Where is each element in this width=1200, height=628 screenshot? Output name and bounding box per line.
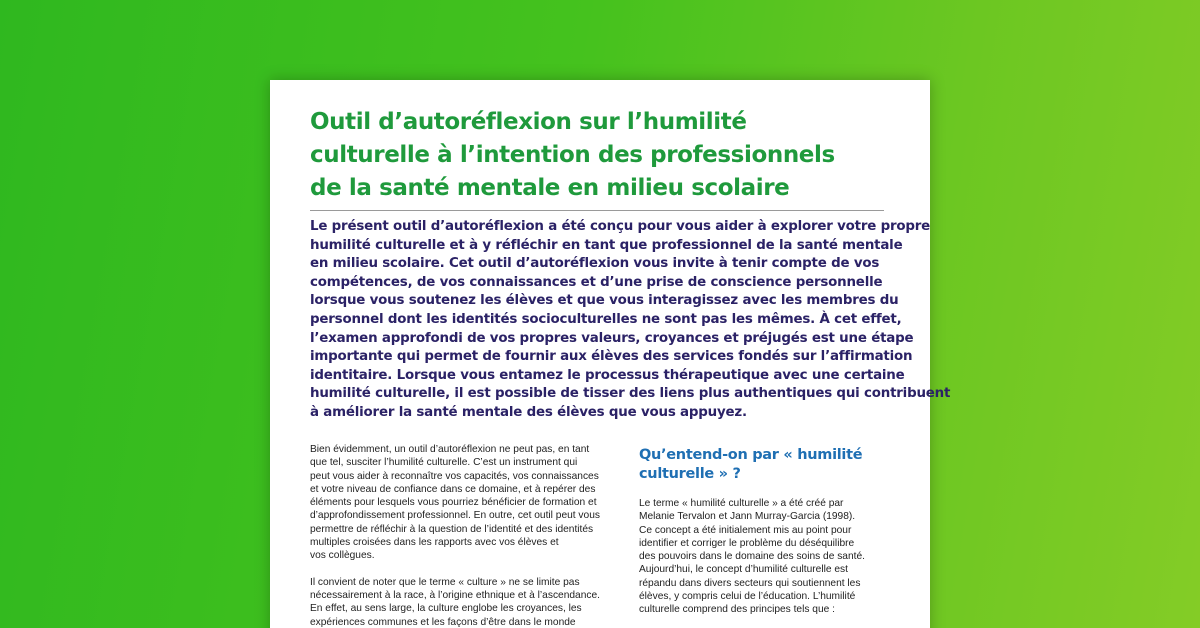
heading-line: culturelle » ? — [639, 466, 741, 482]
body-line: élèves, y compris celui de l’éducation. L’humilité — [639, 591, 856, 603]
left-paragraph-2 — [310, 576, 610, 628]
body-line: nécessairement à la race, à l’origine ethnique et à l’ascendance. — [310, 589, 600, 601]
body-line: Il convient de noter que le terme « culture » ne se limite pas — [310, 576, 580, 588]
body-line: Aujourd’hui, le concept d’humilité culturelle est — [639, 564, 848, 576]
title-divider — [310, 210, 884, 211]
left-column — [310, 443, 610, 628]
body-line: multiples croisées dans les rapports avec vos élèves et — [310, 537, 559, 549]
title-line: Outil d’autoréflexion sur l’humilité — [310, 109, 747, 135]
intro-line: personnel dont les identités socioculturelles ne sont pas les mêmes. À cet effet, — [310, 311, 902, 327]
intro-line: en milieu scolaire. Cet outil d’autoréflexion vous invite à tenir compte de vos — [310, 256, 880, 272]
body-line: éléments pour lesquels vous pourriez bénéficier de formation et — [310, 497, 597, 509]
body-line: En effet, au sens large, la culture englobe les croyances, les — [310, 603, 582, 615]
body-line: que tel, susciter l’humilité culturelle. C’est un instrument qui — [310, 457, 578, 469]
intro-paragraph — [310, 218, 951, 423]
body-line: permettre de réfléchir à la question de l’identité et des identités — [310, 523, 594, 535]
body-line: et votre niveau de confiance dans ce domaine, et à repérer des — [310, 483, 596, 495]
intro-line: humilité culturelle, il est possible de tisser des liens plus authentiques qui contribuent — [310, 386, 951, 402]
body-line: expériences communes et les façons d’être dans le monde — [310, 616, 576, 628]
body-line: Bien évidemment, un outil d’autoréflexion ne peut pas, en tant — [310, 444, 590, 455]
intro-line: importante qui permet de fournir aux élèves des services fondés sur l’affirmation — [310, 349, 913, 365]
intro-line: humilité culturelle et à y réfléchir en tant que professionnel de la santé mentale — [310, 237, 903, 253]
left-paragraph-1 — [310, 443, 610, 563]
body-line: culturelle comprend des principes tels que : — [639, 604, 835, 616]
title-line: culturelle à l’intention des professionnels — [310, 142, 835, 168]
intro-line: Le présent outil d’autoréflexion a été conçu pour vous aider à explorer votre propre — [310, 219, 931, 234]
intro-line: lorsque vous soutenez les élèves et que vous interagissez avec les membres du — [310, 293, 899, 309]
body-line: Melanie Tervalon et Jann Murray-Garcia (1998). — [639, 511, 856, 523]
section-heading — [639, 446, 899, 484]
body-line: Le terme « humilité culturelle » a été créé par — [639, 498, 844, 509]
intro-line: identitaire. Lorsque vous entamez le processus thérapeutique avec une certaine — [310, 367, 905, 383]
body-line: identifier et corriger le problème du déséquilibre — [639, 537, 855, 549]
intro-line: l’examen approfondi de vos propres valeurs, croyances et préjugés est une étape — [310, 330, 914, 346]
intro-line: à améliorer la santé mentale des élèves que vous appuyez. — [310, 404, 747, 420]
body-line: d’approfondissement professionnel. En outre, cet outil peut vous — [310, 510, 600, 522]
body-line: vos collègues. — [310, 550, 375, 562]
heading-line: Qu’entend-on par « humilité — [639, 447, 863, 463]
document-title — [310, 106, 900, 205]
body-line: des pouvoirs dans le domaine des soins de santé. — [639, 551, 865, 563]
right-column — [639, 497, 889, 617]
body-line: peut vous aider à reconnaître vos capacités, vos connaissances — [310, 470, 599, 482]
intro-line: compétences, de vos connaissances et d’une prise de conscience personnelle — [310, 274, 883, 290]
title-line: de la santé mentale en milieu scolaire — [310, 175, 790, 201]
body-line: répandu dans divers secteurs qui soutiennent les — [639, 577, 861, 589]
body-line: Ce concept a été initialement mis au point pour — [639, 524, 852, 536]
document-page — [270, 80, 951, 628]
